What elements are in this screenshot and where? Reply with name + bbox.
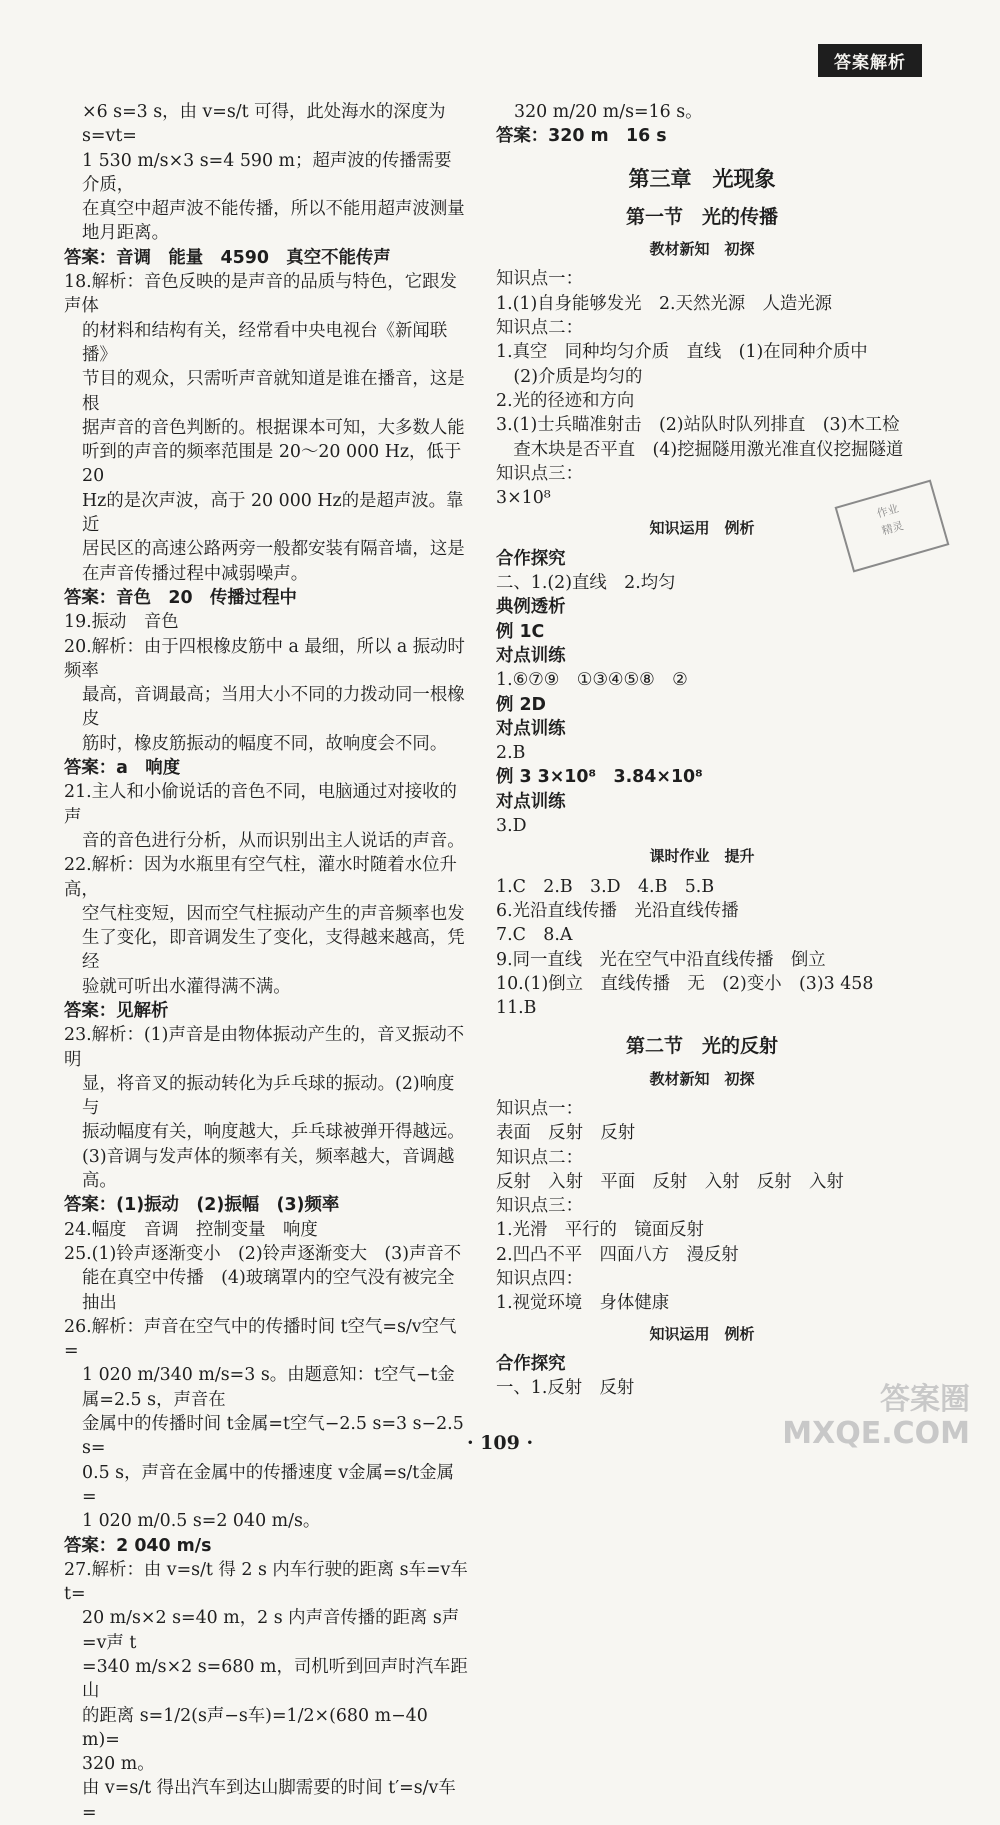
text-line: 音的音色进行分析，从而识别出主人说话的声音。: [82, 830, 465, 851]
text-line: 320 m/20 m/s=16 s。: [514, 102, 703, 122]
stamp-logo: 作业 精灵: [835, 480, 950, 573]
text-line: 18.解析：音色反映的是声音的品质与特色，它跟发声体: [64, 272, 457, 317]
page-number: · 109 ·: [466, 1432, 534, 1454]
text-line: 27.解析：由 v=s/t 得 2 s 内车行驶的距离 s车=v车 t=: [64, 1559, 474, 1605]
text-line: 金属中的传播时间 t金属=t空气−2.5 s=3 s−2.5 s=: [82, 1414, 470, 1459]
text-line: 0.5 s，声音在金属中的传播速度 v金属=s/t金属=: [82, 1462, 455, 1507]
text-line: 典例透析: [496, 597, 566, 618]
text-line: 答案：(1)振动 (2)振幅 (3)频率: [64, 1195, 340, 1216]
section1-lines3: [496, 875, 908, 1021]
text-line: 23.解析：(1)声音是由物体振动产生的，音叉振动不明: [64, 1025, 465, 1070]
text-line: 答案：音色 20 传播过程中: [64, 587, 297, 608]
text-line: 320 m。: [82, 1754, 155, 1775]
text-line: ×6 s=3 s，由 v=s/t 可得，此处海水的深度为 s=vt=: [82, 102, 452, 147]
text-line: 21.主人和小偷说话的音色不同，电脑通过对接收的声: [64, 782, 457, 827]
text-line: 对点训练: [496, 718, 566, 739]
text-line: 20 m/s×2 s=40 m，2 s 内声音传播的距离 s声=v声 t: [82, 1608, 460, 1653]
section1-sub2: 知识运用 例析: [649, 519, 755, 538]
text-line: 25.(1)铃声逐渐变小 (2)铃声逐渐变大 (3)声音不: [64, 1243, 462, 1264]
section2-title: 第二节 光的反射: [625, 1035, 778, 1058]
section1-lines1: [496, 267, 908, 510]
section1-sub1: 教材新知 初探: [649, 240, 755, 259]
text-line: 22.解析：因为水瓶里有空气柱，灌水时随着水位升高，: [64, 855, 457, 900]
text-line: 听到的声音的频率范围是 20～20 000 Hz，低于 20: [82, 442, 467, 487]
text-line: 居民区的高速公路两旁一般都安装有隔音墙，这是: [82, 539, 465, 560]
text-line: 例 2D: [496, 694, 546, 715]
text-line: 知识点二：: [496, 318, 583, 339]
section1-lines2: [496, 547, 908, 839]
right-column: [496, 100, 908, 1401]
text-line: 合作探究: [496, 1353, 566, 1374]
text-line: 验就可听出水灌得满不满。: [82, 976, 291, 997]
text-line: 振动幅度有关，响度越大，乒乓球被弹开得越远。: [82, 1122, 465, 1143]
text-line: 答案：音调 能量 4590 真空不能传声: [64, 247, 391, 268]
text-line: Hz的是次声波，高于 20 000 Hz的是超声波。靠近: [82, 490, 464, 536]
text-line: 1 530 m/s×3 s=4 590 m；超声波的传播需要介质，: [82, 150, 452, 195]
text-line: 在声音传播过程中减弱噪声。: [82, 563, 309, 584]
watermark-logo: 答案圈 MXQE.COM: [782, 1382, 970, 1451]
text-line: 最高，音调最高；当用大小不同的力拨动同一根橡皮: [82, 685, 465, 730]
text-line: 知识点一：: [496, 1098, 583, 1119]
text-line: 反射 入射 平面 反射 入射 反射 入射: [496, 1171, 844, 1192]
text-line: 显，将音叉的振动转化为乒乓球的振动。(2)响度与: [82, 1073, 455, 1119]
text-line: 在真空中超声波不能传播，所以不能用超声波测量: [82, 199, 465, 220]
text-line: 知识点三：: [496, 1196, 583, 1217]
section1-sub3: 课时作业 提升: [649, 847, 755, 866]
text-line: 3.D: [496, 816, 527, 837]
text-line: =340 m/s×2 s=680 m，司机听到回声时汽车距山: [82, 1657, 468, 1702]
text-line: 地月距离。: [82, 223, 169, 244]
text-line: 知识点二：: [496, 1147, 583, 1168]
text-line: 表面 反射 反射: [496, 1123, 636, 1144]
text-line: 2.B: [496, 743, 526, 764]
text-line: 24.幅度 音调 控制变量 响度: [64, 1219, 318, 1240]
text-line: 的材料和结构有关，经常看中央电视台《新闻联播》: [82, 320, 448, 365]
text-line: 6.光沿直线传播 光沿直线传播: [496, 900, 739, 921]
text-line: 1 020 m/340 m/s=3 s。由题意知：t空气−t金属=2.5 s，声音在: [82, 1365, 455, 1410]
text-line: 1 020 m/0.5 s=2 040 m/s。: [82, 1511, 321, 1532]
right-top-lines: [496, 100, 908, 149]
text-line: 知识点四：: [496, 1269, 583, 1290]
text-line: 知识点一：: [496, 269, 583, 290]
text-line: 答案：a 响度: [64, 758, 181, 779]
text-line: 19.振动 音色: [64, 612, 179, 633]
text-line: 1.光滑 平行的 镜面反射: [496, 1220, 704, 1241]
text-line: 7.C 8.A: [496, 925, 573, 946]
text-line: 对点训练: [496, 645, 566, 666]
text-line: 例 3 3×10⁸ 3.84×10⁸: [496, 767, 703, 788]
text-line: 答案：见解析: [64, 1000, 169, 1021]
text-line: 1.C 2.B 3.D 4.B 5.B: [496, 876, 715, 897]
text-line: 一、1.反射 反射: [496, 1378, 635, 1399]
text-line: 节目的观众，只需听声音就知道是谁在播音，这是根: [82, 369, 465, 414]
text-line: 查木块是否平直 (4)挖掘隧用激光准直仪挖掘隧道: [496, 439, 904, 460]
text-line: 20.解析：由于四根橡皮筋中 a 最细，所以 a 振动时频率: [64, 636, 465, 681]
text-line: (3)音调与发声体的频率有关，频率越大，音调越高。: [82, 1146, 455, 1192]
text-line: 筋时，橡皮筋振动的幅度不同，故响度会不同。: [82, 733, 448, 754]
text-line: 2.凹凸不平 四面八方 漫反射: [496, 1244, 739, 1265]
text-line: 能在真空中传播 (4)玻璃罩内的空气没有被完全: [82, 1268, 455, 1289]
text-line: 据声音的音色判断的。根据课本可知，大多数人能: [82, 417, 465, 438]
text-line: 合作探究: [496, 548, 566, 569]
text-line: 知识点三：: [496, 463, 583, 484]
section2-sub1: 教材新知 初探: [649, 1069, 755, 1088]
text-line: 2.光的径迹和方向: [496, 390, 635, 411]
text-line: 生了变化，即音调发生了变化，支得越来越高，凭经: [82, 928, 465, 973]
text-line: 26.解析：声音在空气中的传播时间 t空气=s/v空气=: [64, 1316, 457, 1362]
text-line: 11.B: [496, 998, 537, 1019]
text-line: 对点训练: [496, 791, 566, 812]
text-line: 由 v=s/t 得出汽车到达山脚需要的时间 t′=s/v车=: [82, 1778, 456, 1823]
text-line: (2)介质是均匀的: [496, 366, 643, 387]
chapter-title: 第三章 光现象: [628, 166, 776, 191]
section1-title: 第一节 光的传播: [625, 205, 778, 228]
text-line: 的距离 s=1/2(s声−s车)=1/2×(680 m−40 m)=: [82, 1705, 434, 1750]
text-line: 9.同一直线 光在空气中沿直线传播 倒立: [496, 949, 826, 970]
text-line: 1.真空 同种均匀介质 直线 (1)在同种介质中: [496, 342, 868, 363]
text-line: 答案：2 040 m/s: [64, 1535, 212, 1556]
text-line: 3.(1)士兵瞄准射击 (2)站队时队列排直 (3)木工检: [496, 415, 900, 436]
text-line: 1.⑥⑦⑨ ①③④⑤⑧ ②: [496, 670, 688, 691]
text-line: 答案：320 m 16 s: [496, 126, 667, 147]
text-line: 1.(1)自身能够发光 2.天然光源 人造光源: [496, 293, 833, 314]
text-line: 空气柱变短，因而空气柱振动产生的声音频率也发: [82, 903, 465, 924]
left-column: [64, 100, 474, 1825]
text-line: 抽出: [82, 1292, 117, 1313]
section2-lines1: [496, 1097, 908, 1316]
header-tab: 答案解析: [818, 44, 922, 77]
text-line: 例 1C: [496, 621, 545, 642]
section2-sub2: 知识运用 例析: [649, 1324, 755, 1343]
text-line: 1.视觉环境 身体健康: [496, 1293, 670, 1314]
text-line: 3×10⁸: [496, 488, 551, 509]
text-line: 10.(1)倒立 直线传播 无 (2)变小 (3)3 458: [496, 973, 874, 994]
text-line: 二、1.(2)直线 2.均匀: [496, 573, 676, 594]
